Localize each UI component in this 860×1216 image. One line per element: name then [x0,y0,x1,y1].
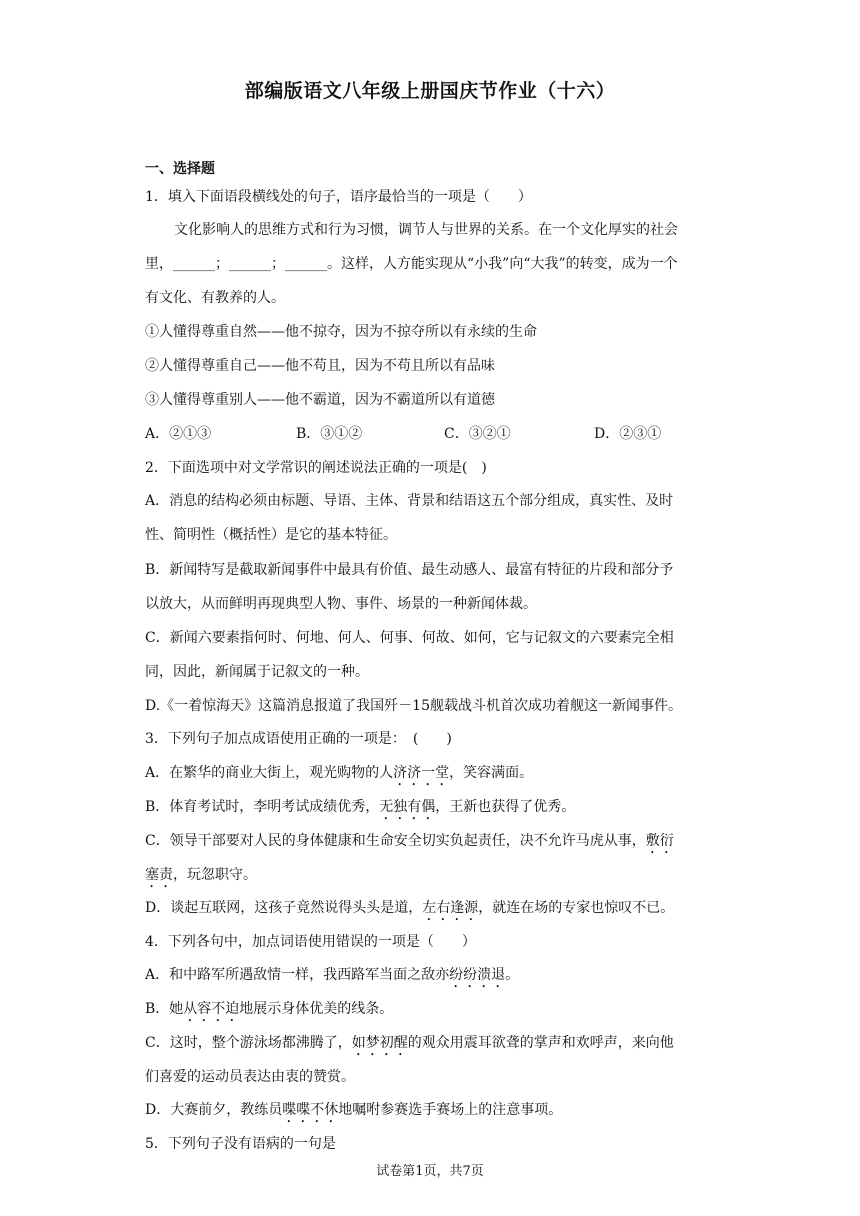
q4-option-b-text-end: 地展示身体优美的线条。 [239,1001,394,1017]
dotted-idiom: 济济一堂 [393,765,450,781]
q3-option-c-text: C．领导干部要对人民的身体健康和生命安全切实负起责任，决不允许马虎从事， [145,833,646,849]
q3-option-b[interactable] [145,796,575,823]
q2-option-a-line-2: 性、简明性（概括性）是它的基本特征。 [145,527,397,543]
q3-option-d[interactable] [145,897,674,924]
q3-option-a-text: A．在繁华的商业大街上，观光购物的人 [145,765,394,781]
q2-option-b-line-2: 以放大，从而鲜明再现典型人物、事件、场景的一种新闻体裁。 [145,596,537,612]
q4-option-a[interactable] [145,964,519,991]
question-5-stem: 5．下列句子没有语病的一句是 [145,1136,336,1152]
q3-option-a[interactable] [145,762,533,789]
dotted-word: 如梦初醒 [351,1035,408,1051]
q2-option-a-line-1[interactable]: A．消息的结构必须由标题、导语、主体、背景和结语这五个部分组成，真实性、及时 [145,493,674,509]
q4-option-a-text: A．和中路军所遇敌情一样，我西路军当面之敌亦 [145,967,450,983]
dotted-word: 喋喋不休 [282,1102,339,1118]
page-title: 部编版语文八年级上册国庆节作业（十六） [244,80,616,102]
question-3-stem: 3．下列句子加点成语使用正确的一项是： ( ) [145,731,452,747]
q4-option-d-text: D．大赛前夕，教练员 [145,1102,283,1118]
q4-option-b[interactable] [145,998,393,1025]
dotted-idiom: 无独有偶 [379,799,436,815]
dotted-word: 从容不迫 [183,1001,240,1017]
q1-option-d[interactable]: D．②③① [594,426,662,442]
question-4-stem: 4．下列各句中，加点词语使用错误的一项是（ ） [145,934,476,950]
q3-option-a-text-end: ，笑容满面。 [449,765,534,781]
q4-option-c-text-end: 的观众用震耳欲聋的掌声和欢呼声，来向他 [407,1035,674,1051]
q4-option-b-text: B．她 [145,1001,184,1017]
q3-option-b-text: B．体育考试时，李明考试成绩优秀， [145,799,380,815]
page-footer: 试卷第1页，共7页 [376,1164,484,1179]
q3-option-d-text: D．谈起互联网，这孩子竟然说得头头是道， [145,900,423,916]
q1-passage-line-1: 文化影响人的思维方式和行为习惯，调节人与世界的关系。在一个文化厚实的社会 [174,222,678,238]
q1-passage-line-3: 有文化、有教养的人。 [145,290,285,306]
q1-option-a[interactable]: A．②①③ [145,426,212,442]
section-heading: 一、选择题 [145,161,215,177]
dotted-idiom: 敷衍 [645,833,674,849]
q4-option-c-line-2: 们喜爱的运动员表达由衷的赞赏。 [145,1069,355,1085]
q1-option-c[interactable]: C．③②① [444,426,511,442]
dotted-word: 纷纷溃退 [449,967,506,983]
q1-sentence-3: ③人懂得尊重别人——他不霸道，因为不霸道所以有道德 [145,392,495,408]
q3-option-c-text-end: ，玩忽职守。 [173,867,257,883]
q4-option-c-text: C．这时，整个游泳场都沸腾了， [145,1035,352,1051]
dotted-idiom: 左右逢源 [422,900,479,916]
question-2-stem: 2．下面选项中对文学常识的阐述说法正确的一项是( ) [145,460,487,476]
q4-option-d-text-end: 地嘱咐参赛选手赛场上的注意事项。 [338,1102,563,1118]
q2-option-b-line-1[interactable]: B．新闻特写是截取新闻事件中最具有价值、最生动感人、最富有特征的片段和部分予 [145,562,674,578]
q1-passage-line-2: 里，______；______；______。这样，人方能实现从“小我”向“大我”的转变，成为一个 [145,256,678,272]
q3-option-d-text-end: ，就连在场的专家也惊叹不已。 [478,900,675,916]
q2-option-c-line-1[interactable]: C．新闻六要素指何时、何地、何人、何事、何故、如何，它与记叙文的六要素完全相 [145,630,674,646]
q4-option-c-line-1[interactable] [145,1032,674,1059]
q3-option-c-line-1[interactable] [145,830,674,857]
q3-option-b-text-end: ，王新也获得了优秀。 [435,799,576,815]
q4-option-a-text-end: 。 [505,967,520,983]
q2-option-c-line-2: 同，因此，新闻属于记叙文的一种。 [145,664,369,680]
q3-option-c-line-2 [145,864,257,891]
question-1-stem: 1．填入下面语段横线处的句子，语序最恰当的一项是（ ） [145,189,532,205]
q2-option-d[interactable]: D.《一着惊海天》这篇消息报道了我国歼－15舰载战斗机首次成功着舰这一新闻事件。 [145,698,682,714]
q1-sentence-2: ②人懂得尊重自己——他不苟且，因为不苟且所以有品味 [145,358,495,374]
q4-option-d[interactable] [145,1099,562,1126]
dotted-idiom: 塞责 [145,867,173,883]
q1-sentence-1: ①人懂得尊重自然——他不掠夺，因为不掠夺所以有永续的生命 [145,324,537,340]
q1-option-b[interactable]: B．③①② [296,426,363,442]
